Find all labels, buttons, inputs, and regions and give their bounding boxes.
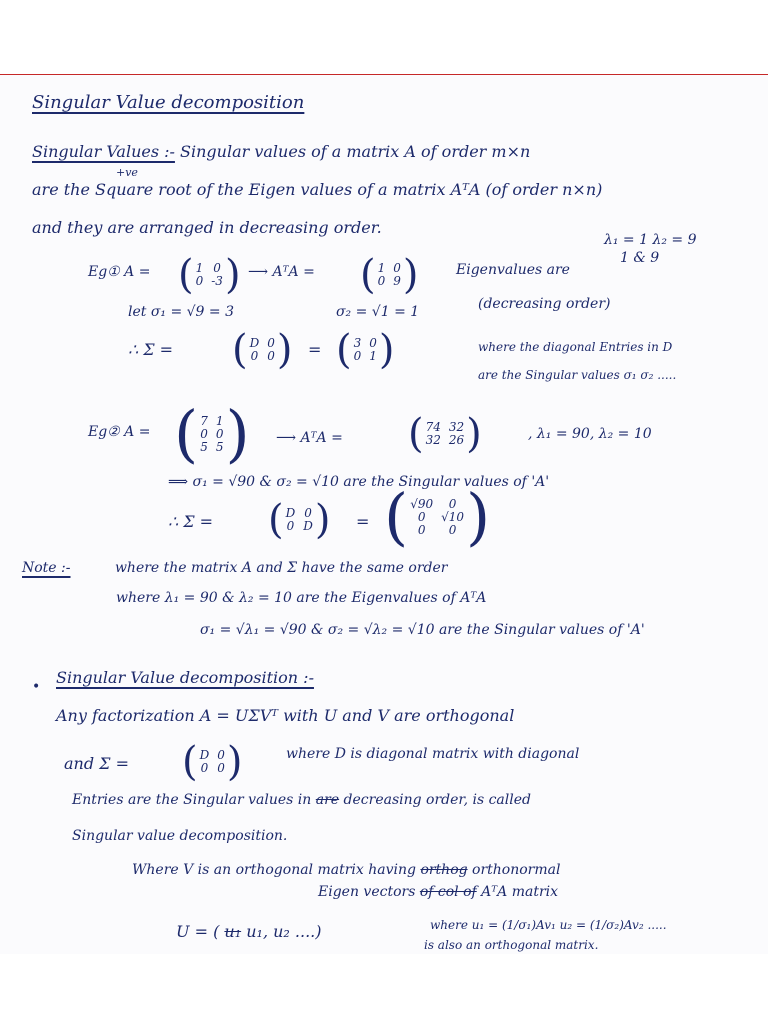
ex1-a-matrix: ( 1 0 0 -3 )	[178, 252, 241, 298]
ex2-a-cell: 5	[200, 439, 208, 454]
svd-line-5	[132, 862, 560, 878]
ex2-d-cell: 0	[286, 519, 295, 533]
svd-line6-a: Eigen vectors	[318, 884, 416, 900]
svd-line-7-where: where u₁ = (1/σ₁)Av₁ u₂ = (1/σ₂)Av₂ .....	[430, 918, 667, 932]
ex2-ata-cell: 32	[425, 433, 441, 447]
svd-line7-strikethrough: u₁	[224, 922, 242, 941]
svd-line5-b: orthonormal	[472, 862, 561, 878]
svd-line5-strikethrough: orthog	[420, 862, 468, 878]
ex1-sigma2: σ₂ = √1 = 1	[336, 304, 420, 320]
svd-bullet: •	[32, 679, 41, 695]
svd-line-2-text: where D is diagonal matrix with diagonal	[286, 746, 580, 762]
note-block-line-1	[22, 560, 447, 576]
ex2-result-cell: √10	[441, 509, 465, 524]
ex1-d-matrix: ( D 0 0 0 )	[232, 327, 293, 373]
ex2-lambdas: , λ₁ = 90, λ₂ = 10	[528, 426, 652, 442]
ex1-order-note: (decreasing order)	[478, 296, 611, 312]
ex1-note-line-1: where the diagonal Entries in D	[478, 340, 673, 354]
svd-line3-a: Entries are the Singular values in	[72, 792, 312, 808]
ex1-result-cell: 0	[353, 349, 362, 363]
ex2-a-cell: 1	[215, 413, 224, 428]
svd-line-7	[176, 922, 322, 941]
sv-line2-a: are the	[32, 180, 90, 199]
svd-d-cell: 0	[200, 761, 209, 775]
ex1-label: Eg① A =	[88, 264, 151, 280]
ex1-sigma-eq: ∴ Σ =	[128, 340, 174, 359]
ex2-d-cell: D	[285, 506, 296, 520]
ex2-result-cell: 0	[448, 496, 457, 511]
ex2-equals: =	[356, 512, 370, 531]
ex1-d-cell: D	[249, 336, 260, 350]
ex1-a-cell: 0	[195, 274, 204, 288]
ex2-sigma-eq: ∴ Σ =	[168, 512, 214, 531]
ex2-a-cell: 5	[215, 439, 224, 454]
ex1-a-cell: -3	[211, 274, 223, 288]
ex2-a-cell: 7	[200, 413, 208, 428]
ex1-result-matrix: ( 3 0 0 1 )	[336, 327, 395, 373]
sv-heading: Singular Values :-	[32, 142, 175, 161]
ex2-result-cell: 0	[417, 509, 426, 524]
ex1-ata-cell: 1	[377, 261, 386, 275]
ex1-lambda-values-small: 1 & 9	[620, 250, 660, 266]
svd-line-8: is also an orthogonal matrix.	[424, 938, 599, 952]
svd-line-6	[318, 884, 558, 900]
ex2-d-cell: 0	[304, 506, 312, 520]
ex1-d-cell: 0	[267, 349, 275, 363]
svd-line6-strikethrough: of col of	[419, 884, 477, 900]
ex2-result-cell: √90	[410, 496, 434, 511]
svd-d-cell: 0	[217, 748, 225, 762]
svd-line5-a: Where V is an orthogonal matrix having	[132, 862, 416, 878]
ex1-arrow-ata: ⟶ AᵀA =	[248, 264, 315, 280]
ex1-ata-cell: 9	[393, 274, 401, 288]
ex1-let-sigma1: let σ₁ = √9 = 3	[128, 304, 235, 320]
ex2-label: Eg② A =	[88, 424, 151, 440]
ex1-equals: =	[308, 340, 322, 359]
svd-d-matrix: ( D 0 0 0 )	[182, 739, 243, 785]
svd-line-1: Any factorization A = UΣVᵀ with U and V are orthogonal	[56, 706, 515, 725]
ex1-ata-cell: 0	[377, 274, 386, 288]
positive-superscript: +ve	[116, 166, 138, 179]
note-line1-text: where the matrix A and Σ have the same order	[114, 560, 448, 576]
sv-line1-text: Singular values of a matrix A of order m×n	[180, 142, 531, 161]
svd-d-cell: D	[199, 748, 210, 762]
svd-line6-b: AᵀA matrix	[481, 884, 559, 900]
ex1-a-cell: 1	[195, 261, 204, 275]
ex2-result-cell: 0	[417, 522, 426, 537]
ex1-ata-cell: 0	[393, 261, 401, 275]
ex2-ata-cell: 32	[448, 420, 465, 434]
ex2-sigma-line: ⟹ σ₁ = √90 & σ₂ = √10 are the Singular values of 'A'	[168, 474, 550, 490]
ex1-result-cell: 0	[369, 336, 377, 350]
ex1-result-cell: 1	[369, 349, 377, 363]
svd-line-4: Singular value decomposition.	[72, 828, 288, 844]
sv-definition-line-2	[32, 180, 602, 199]
sv-definition-line-3: and they are arranged in decreasing order.	[32, 218, 382, 237]
note-heading: Note :-	[22, 560, 71, 576]
ex1-ata-matrix: ( 1 0 0 9 )	[360, 252, 419, 298]
svd-line7-a: U = (	[176, 922, 220, 941]
ex1-lambda-values: λ₁ = 1 λ₂ = 9	[604, 232, 697, 248]
ex1-note-line-2: are the Singular values σ₁ σ₂ .....	[478, 368, 677, 382]
ex2-result-matrix: ( √90 0 0 √10 0 0 )	[384, 480, 491, 553]
ex2-d-matrix: ( D 0 0 D )	[268, 497, 331, 543]
sv-line2-b: Square root of the Eigen values of a matrix AᵀA (of order n×n)	[95, 180, 603, 199]
ex2-a-matrix: ( 7 1 0 0 5 5 )	[174, 397, 250, 470]
ex1-d-cell: 0	[267, 336, 275, 350]
note-line-3: σ₁ = √λ₁ = √90 & σ₂ = √λ₂ = √10 are the Singular values of 'A'	[200, 622, 645, 638]
note-line-2: where λ₁ = 90 & λ₂ = 10 are the Eigenvalues of AᵀA	[116, 590, 487, 606]
svd-heading: Singular Value decomposition :-	[56, 668, 314, 687]
page-title: Singular Value decomposition	[32, 92, 305, 113]
ex1-a-cell: 0	[213, 261, 221, 275]
svd-line-3	[72, 792, 531, 808]
ex2-a-cell: 0	[215, 426, 224, 441]
ex2-ata-cell: 74	[425, 420, 441, 434]
ex1-d-cell: 0	[250, 349, 259, 363]
sv-definition-line-1	[32, 142, 530, 161]
svd-sigma-label: and Σ =	[64, 754, 129, 773]
ex2-a-cell: 0	[200, 426, 208, 441]
ex1-eigen-text: Eigenvalues are	[456, 262, 570, 278]
ex2-result-cell: 0	[448, 522, 457, 537]
svd-line7-b: u₁, u₂ ....)	[246, 922, 322, 941]
svd-d-cell: 0	[217, 761, 225, 775]
ex1-result-cell: 3	[353, 336, 362, 350]
ex2-d-cell: D	[303, 519, 313, 533]
top-margin-rule	[0, 74, 768, 75]
svd-line3-strikethrough: are	[315, 792, 340, 808]
ex2-arrow-ata: ⟶ AᵀA =	[276, 430, 343, 446]
svd-line3-b: decreasing order, is called	[343, 792, 531, 808]
ex2-ata-cell: 26	[448, 433, 465, 447]
ex2-ata-matrix: ( 74 32 32 26 )	[408, 411, 482, 457]
